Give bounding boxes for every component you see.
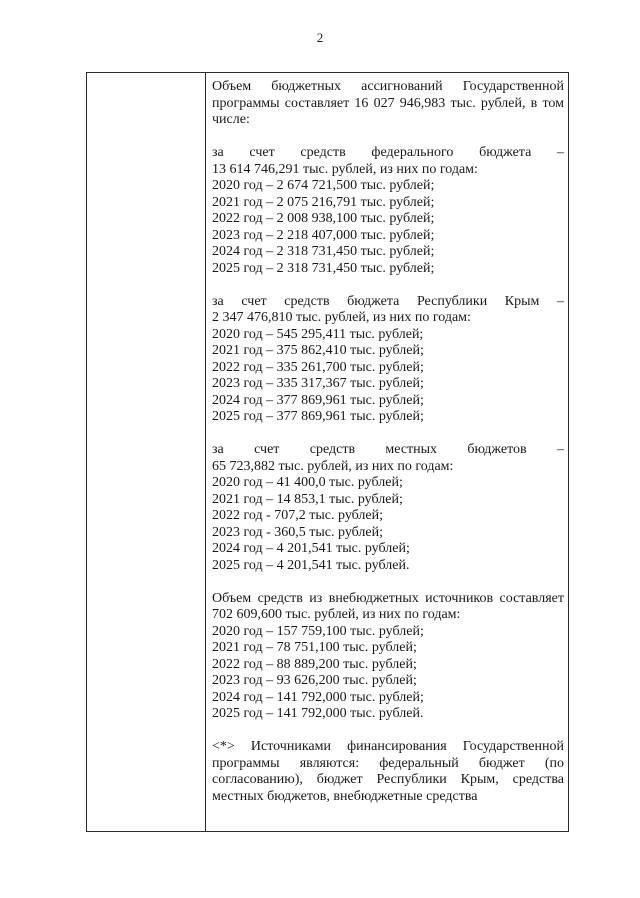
crimea-year-item: 2022 год – 335 261,700 тыс. рублей; [212, 359, 424, 375]
footnote-line: <*> Источниками финансирования Государственной [212, 739, 564, 754]
crimea-year-item: 2024 год – 377 869,961 тыс. рублей; [212, 392, 424, 408]
local-year-item: 2024 год – 4 201,541 тыс. рублей; [212, 541, 410, 556]
table-right-column [212, 79, 564, 805]
crimea-budget-section [212, 294, 564, 426]
intro-line: числе: [212, 112, 250, 127]
crimea-year-item: 2021 год – 375 862,410 тыс. рублей; [212, 343, 424, 358]
federal-year-item: 2024 год – 2 318 731,450 тыс. рублей; [212, 244, 435, 259]
footnote-line: программы являются: федеральный бюджет (по [212, 755, 564, 771]
local-year-item: 2023 год - 360,5 тыс. рублей; [212, 524, 384, 540]
intro-line: Объем бюджетных ассигнований Государственной [212, 79, 564, 94]
federal-year-item: 2022 год – 2 008 938,100 тыс. рублей; [212, 211, 435, 226]
extrabudget-year-item: 2025 год – 141 792,000 тыс. рублей. [212, 706, 424, 721]
extrabudget-heading: Объем средств из внебюджетных источников составляет [212, 590, 564, 606]
intro-paragraph [212, 79, 564, 129]
federal-year-item: 2020 год – 2 674 721,500 тыс. рублей; [212, 178, 435, 193]
federal-total: 13 614 746,291 тыс. рублей, из них по годам: [212, 161, 478, 177]
intro-line: программы составляет 16 027 946,983 тыс. рублей, в том [212, 95, 564, 111]
local-year-item: 2021 год – 14 853,1 тыс. рублей; [212, 491, 403, 507]
federal-budget-section [212, 145, 564, 277]
local-total: 65 723,882 тыс. рублей, из них по годам: [212, 458, 454, 474]
footnote-paragraph [212, 739, 564, 805]
footnote-line: согласованию), бюджет Республики Крым, средства [212, 772, 564, 787]
extrabudget-section [212, 591, 564, 723]
extrabudget-year-item: 2024 год – 141 792,000 тыс. рублей; [212, 689, 424, 705]
crimea-year-item: 2023 год – 335 317,367 тыс. рублей; [212, 376, 424, 391]
local-year-item: 2022 год - 707,2 тыс. рублей; [212, 508, 384, 523]
extrabudget-year-item: 2022 год – 88 889,200 тыс. рублей; [212, 656, 417, 672]
table-left-column [87, 73, 206, 831]
footnote-line: местных бюджетов, внебюджетные средства [212, 788, 478, 804]
federal-year-item: 2021 год – 2 075 216,791 тыс. рублей; [212, 194, 435, 210]
crimea-year-item: 2025 год – 377 869,961 тыс. рублей; [212, 409, 424, 424]
local-year-item: 2020 год – 41 400,0 тыс. рублей; [212, 475, 403, 490]
funding-table [86, 72, 569, 832]
local-year-item: 2025 год – 4 201,541 тыс. рублей. [212, 557, 410, 573]
local-heading: за счет средств местных бюджетов – [212, 442, 564, 457]
federal-year-item: 2023 год – 2 218 407,000 тыс. рублей; [212, 227, 435, 243]
page-number: 2 [316, 30, 324, 45]
crimea-year-item: 2020 год – 545 295,411 тыс. рублей; [212, 326, 424, 342]
federal-heading: за счет средств федерального бюджета – [212, 145, 564, 160]
local-budget-section [212, 442, 564, 574]
extrabudget-year-item: 2020 год – 157 759,100 тыс. рублей; [212, 623, 424, 639]
extrabudget-year-item: 2023 год – 93 626,200 тыс. рублей; [212, 673, 417, 688]
crimea-total: 2 347 476,810 тыс. рублей, из них по годам: [212, 310, 471, 325]
crimea-heading: за счет средств бюджета Республики Крым – [212, 293, 564, 309]
extrabudget-total: 702 609,600 тыс. рублей, из них по годам: [212, 607, 461, 622]
extrabudget-year-item: 2021 год – 78 751,100 тыс. рублей; [212, 640, 417, 655]
federal-year-item: 2025 год – 2 318 731,450 тыс. рублей; [212, 260, 435, 276]
